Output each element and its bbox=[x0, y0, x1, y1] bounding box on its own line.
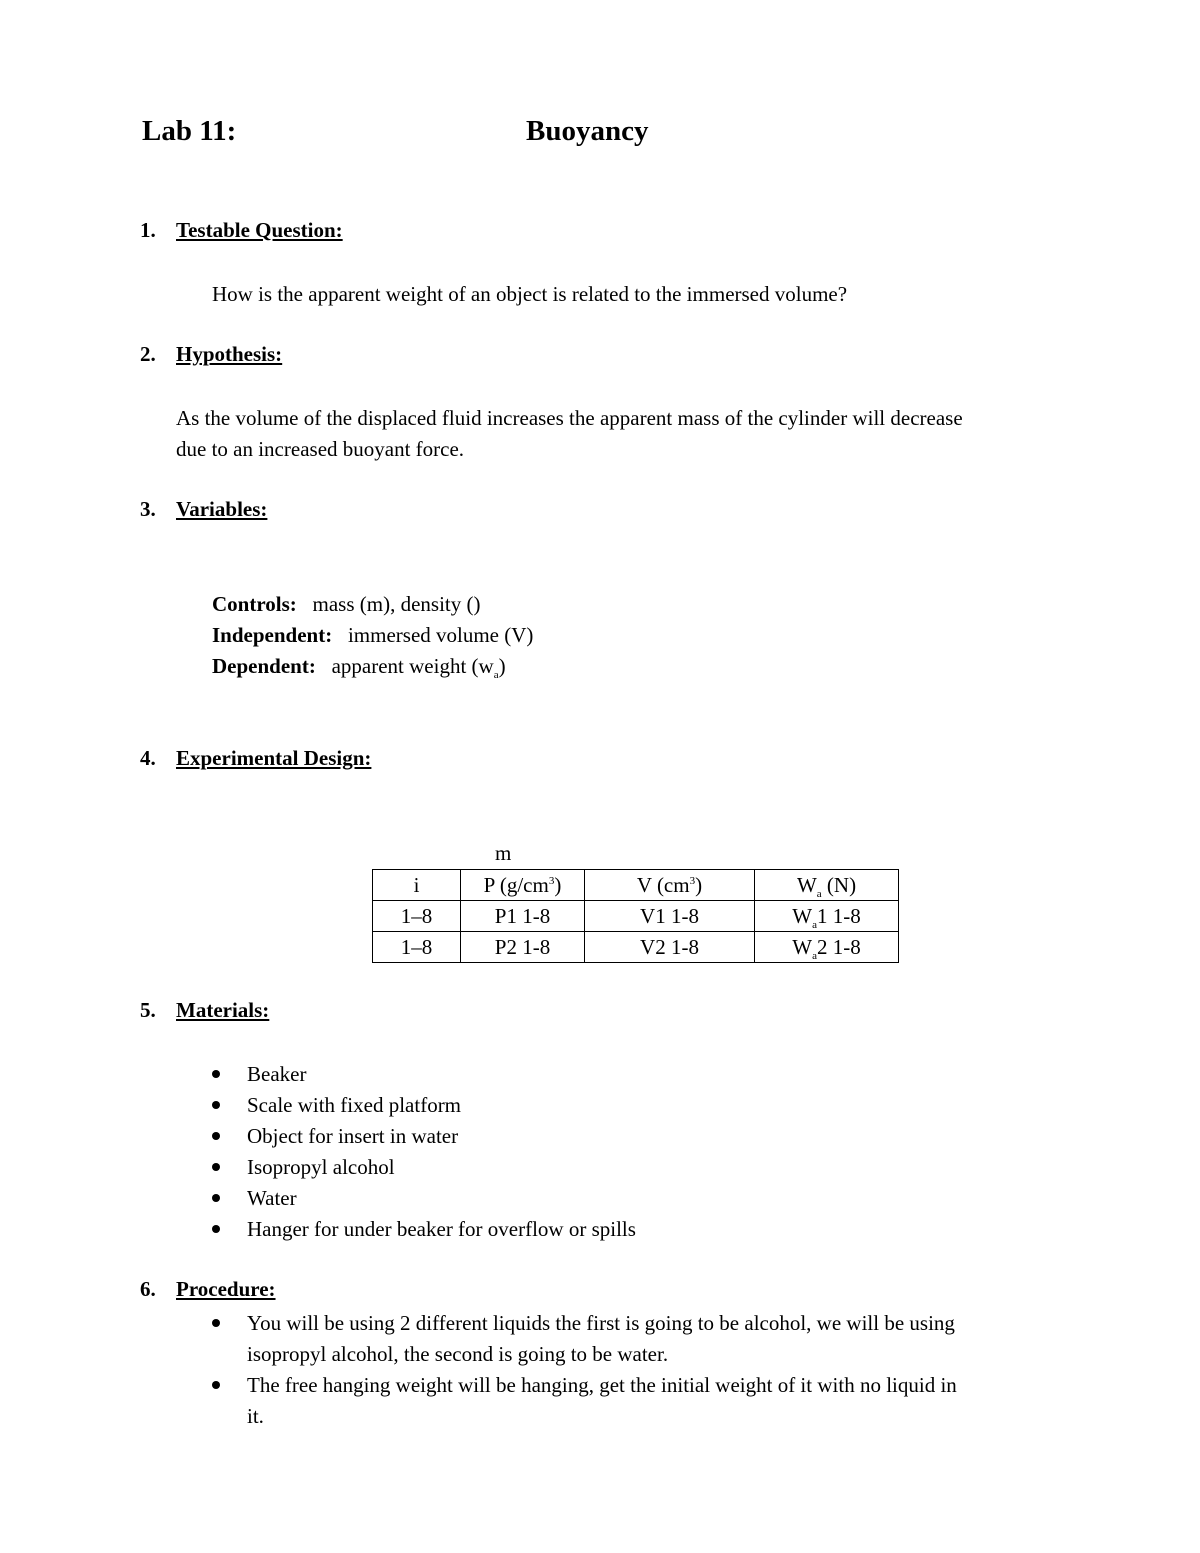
list-item-text: Beaker bbox=[247, 1062, 307, 1086]
independent-label: Independent: bbox=[212, 623, 333, 647]
procedure-step-line: it. bbox=[247, 1404, 264, 1428]
table-cell: 1–8 bbox=[373, 932, 461, 963]
header-text-close: ) bbox=[554, 872, 562, 897]
section-heading-testable-question bbox=[140, 218, 343, 243]
table-row bbox=[373, 901, 899, 932]
list-item-text: Object for insert in water bbox=[247, 1124, 459, 1148]
section-heading-procedure bbox=[140, 1277, 276, 1302]
section-number: 6. bbox=[140, 1277, 156, 1301]
independent-line bbox=[212, 620, 533, 651]
procedure-list bbox=[212, 1308, 957, 1432]
table-cell bbox=[755, 901, 899, 932]
section-heading-hypothesis bbox=[140, 342, 282, 367]
cell-text: W bbox=[792, 903, 813, 928]
bullet-icon bbox=[212, 1225, 220, 1233]
list-item bbox=[212, 1090, 636, 1121]
superscript: 3 bbox=[689, 874, 696, 887]
table-cell: P2 1-8 bbox=[461, 932, 585, 963]
header-cell-i: i bbox=[373, 870, 461, 901]
section-label: Hypothesis: bbox=[176, 342, 283, 366]
section-number: 5. bbox=[140, 998, 156, 1022]
dependent-value bbox=[331, 654, 506, 682]
hypothesis-line-2: due to an increased buoyant force. bbox=[176, 437, 465, 461]
dependent-label: Dependent: bbox=[212, 654, 316, 678]
lab-title: Buoyancy bbox=[526, 115, 649, 147]
controls-line bbox=[212, 589, 481, 620]
section-label: Experimental Design: bbox=[176, 746, 372, 770]
section-heading-variables bbox=[140, 497, 267, 522]
subscript: a bbox=[812, 949, 817, 962]
list-item bbox=[212, 1370, 957, 1432]
bullet-icon bbox=[212, 1194, 220, 1202]
section-number: 2. bbox=[140, 342, 156, 366]
experimental-design-table bbox=[372, 869, 899, 963]
list-item bbox=[212, 1152, 636, 1183]
cell-text: W bbox=[792, 934, 813, 959]
list-item-text: Water bbox=[247, 1186, 297, 1210]
table-cell: 1–8 bbox=[373, 901, 461, 932]
table-cell: P1 1-8 bbox=[461, 901, 585, 932]
dependent-value-close: ) bbox=[498, 654, 506, 678]
section-label: Variables: bbox=[176, 497, 268, 521]
header-text-close: ) bbox=[695, 872, 703, 897]
table-cell bbox=[755, 932, 899, 963]
header-cell-volume bbox=[585, 870, 755, 901]
header-text: W bbox=[796, 872, 817, 897]
superscript: 3 bbox=[548, 874, 555, 887]
list-item bbox=[212, 1183, 636, 1214]
cell-text-rest: 2 1-8 bbox=[816, 934, 861, 959]
bullet-icon bbox=[212, 1101, 220, 1109]
section-heading-experimental-design bbox=[140, 746, 371, 771]
list-item-text: Isopropyl alcohol bbox=[247, 1155, 395, 1179]
section-label: Procedure: bbox=[176, 1277, 276, 1301]
dependent-value-text: apparent weight (w bbox=[331, 654, 494, 678]
controls-value: mass (m), density () bbox=[312, 592, 481, 616]
hypothesis-line-1: As the volume of the displaced fluid increases the apparent mass of the cylinder will decrease bbox=[176, 406, 963, 430]
list-item-text: Scale with fixed platform bbox=[247, 1093, 462, 1117]
section-number: 4. bbox=[140, 746, 156, 770]
section-heading-materials bbox=[140, 998, 269, 1023]
section-number: 1. bbox=[140, 218, 156, 242]
bullet-icon bbox=[212, 1163, 220, 1171]
table-cell: V2 1-8 bbox=[585, 932, 755, 963]
list-item bbox=[212, 1059, 636, 1090]
dependent-line bbox=[212, 651, 506, 682]
subscript: a bbox=[816, 887, 822, 900]
section-label: Materials: bbox=[176, 998, 270, 1022]
materials-list bbox=[212, 1059, 636, 1245]
bullet-icon bbox=[212, 1319, 220, 1327]
testable-question-text: How is the apparent weight of an object is related to the immersed volume? bbox=[212, 282, 848, 306]
section-label: Testable Question: bbox=[176, 218, 343, 242]
list-item bbox=[212, 1214, 636, 1245]
independent-value: immersed volume (V) bbox=[347, 623, 534, 647]
procedure-step-line: You will be using 2 different liquids the first is going to be alcohol, we will be using bbox=[247, 1311, 955, 1335]
header-cell-apparent-weight bbox=[755, 870, 899, 901]
header-text-close: (N) bbox=[821, 872, 857, 897]
header-text: P (g/cm bbox=[483, 872, 549, 897]
subscript: a bbox=[812, 918, 817, 931]
dependent-subscript: a bbox=[493, 669, 499, 682]
lab-number: Lab 11: bbox=[142, 115, 237, 147]
list-item bbox=[212, 1308, 957, 1370]
list-item-text: Hanger for under beaker for overflow or spills bbox=[247, 1217, 636, 1241]
cell-text-rest: 1 1-8 bbox=[816, 903, 861, 928]
header-cell-density bbox=[461, 870, 585, 901]
bullet-icon bbox=[212, 1132, 220, 1140]
header-text: V (cm bbox=[636, 872, 690, 897]
list-item bbox=[212, 1121, 636, 1152]
table-header-row bbox=[373, 870, 899, 901]
bullet-icon bbox=[212, 1381, 220, 1389]
table-caption: m bbox=[495, 841, 512, 865]
controls-label: Controls: bbox=[212, 592, 297, 616]
table-cell: V1 1-8 bbox=[585, 901, 755, 932]
bullet-icon bbox=[212, 1070, 220, 1078]
section-number: 3. bbox=[140, 497, 156, 521]
procedure-step-line: isopropyl alcohol, the second is going to be water. bbox=[247, 1342, 669, 1366]
table-row bbox=[373, 932, 899, 963]
procedure-step-line: The free hanging weight will be hanging, get the initial weight of it with no liquid in bbox=[247, 1373, 957, 1397]
